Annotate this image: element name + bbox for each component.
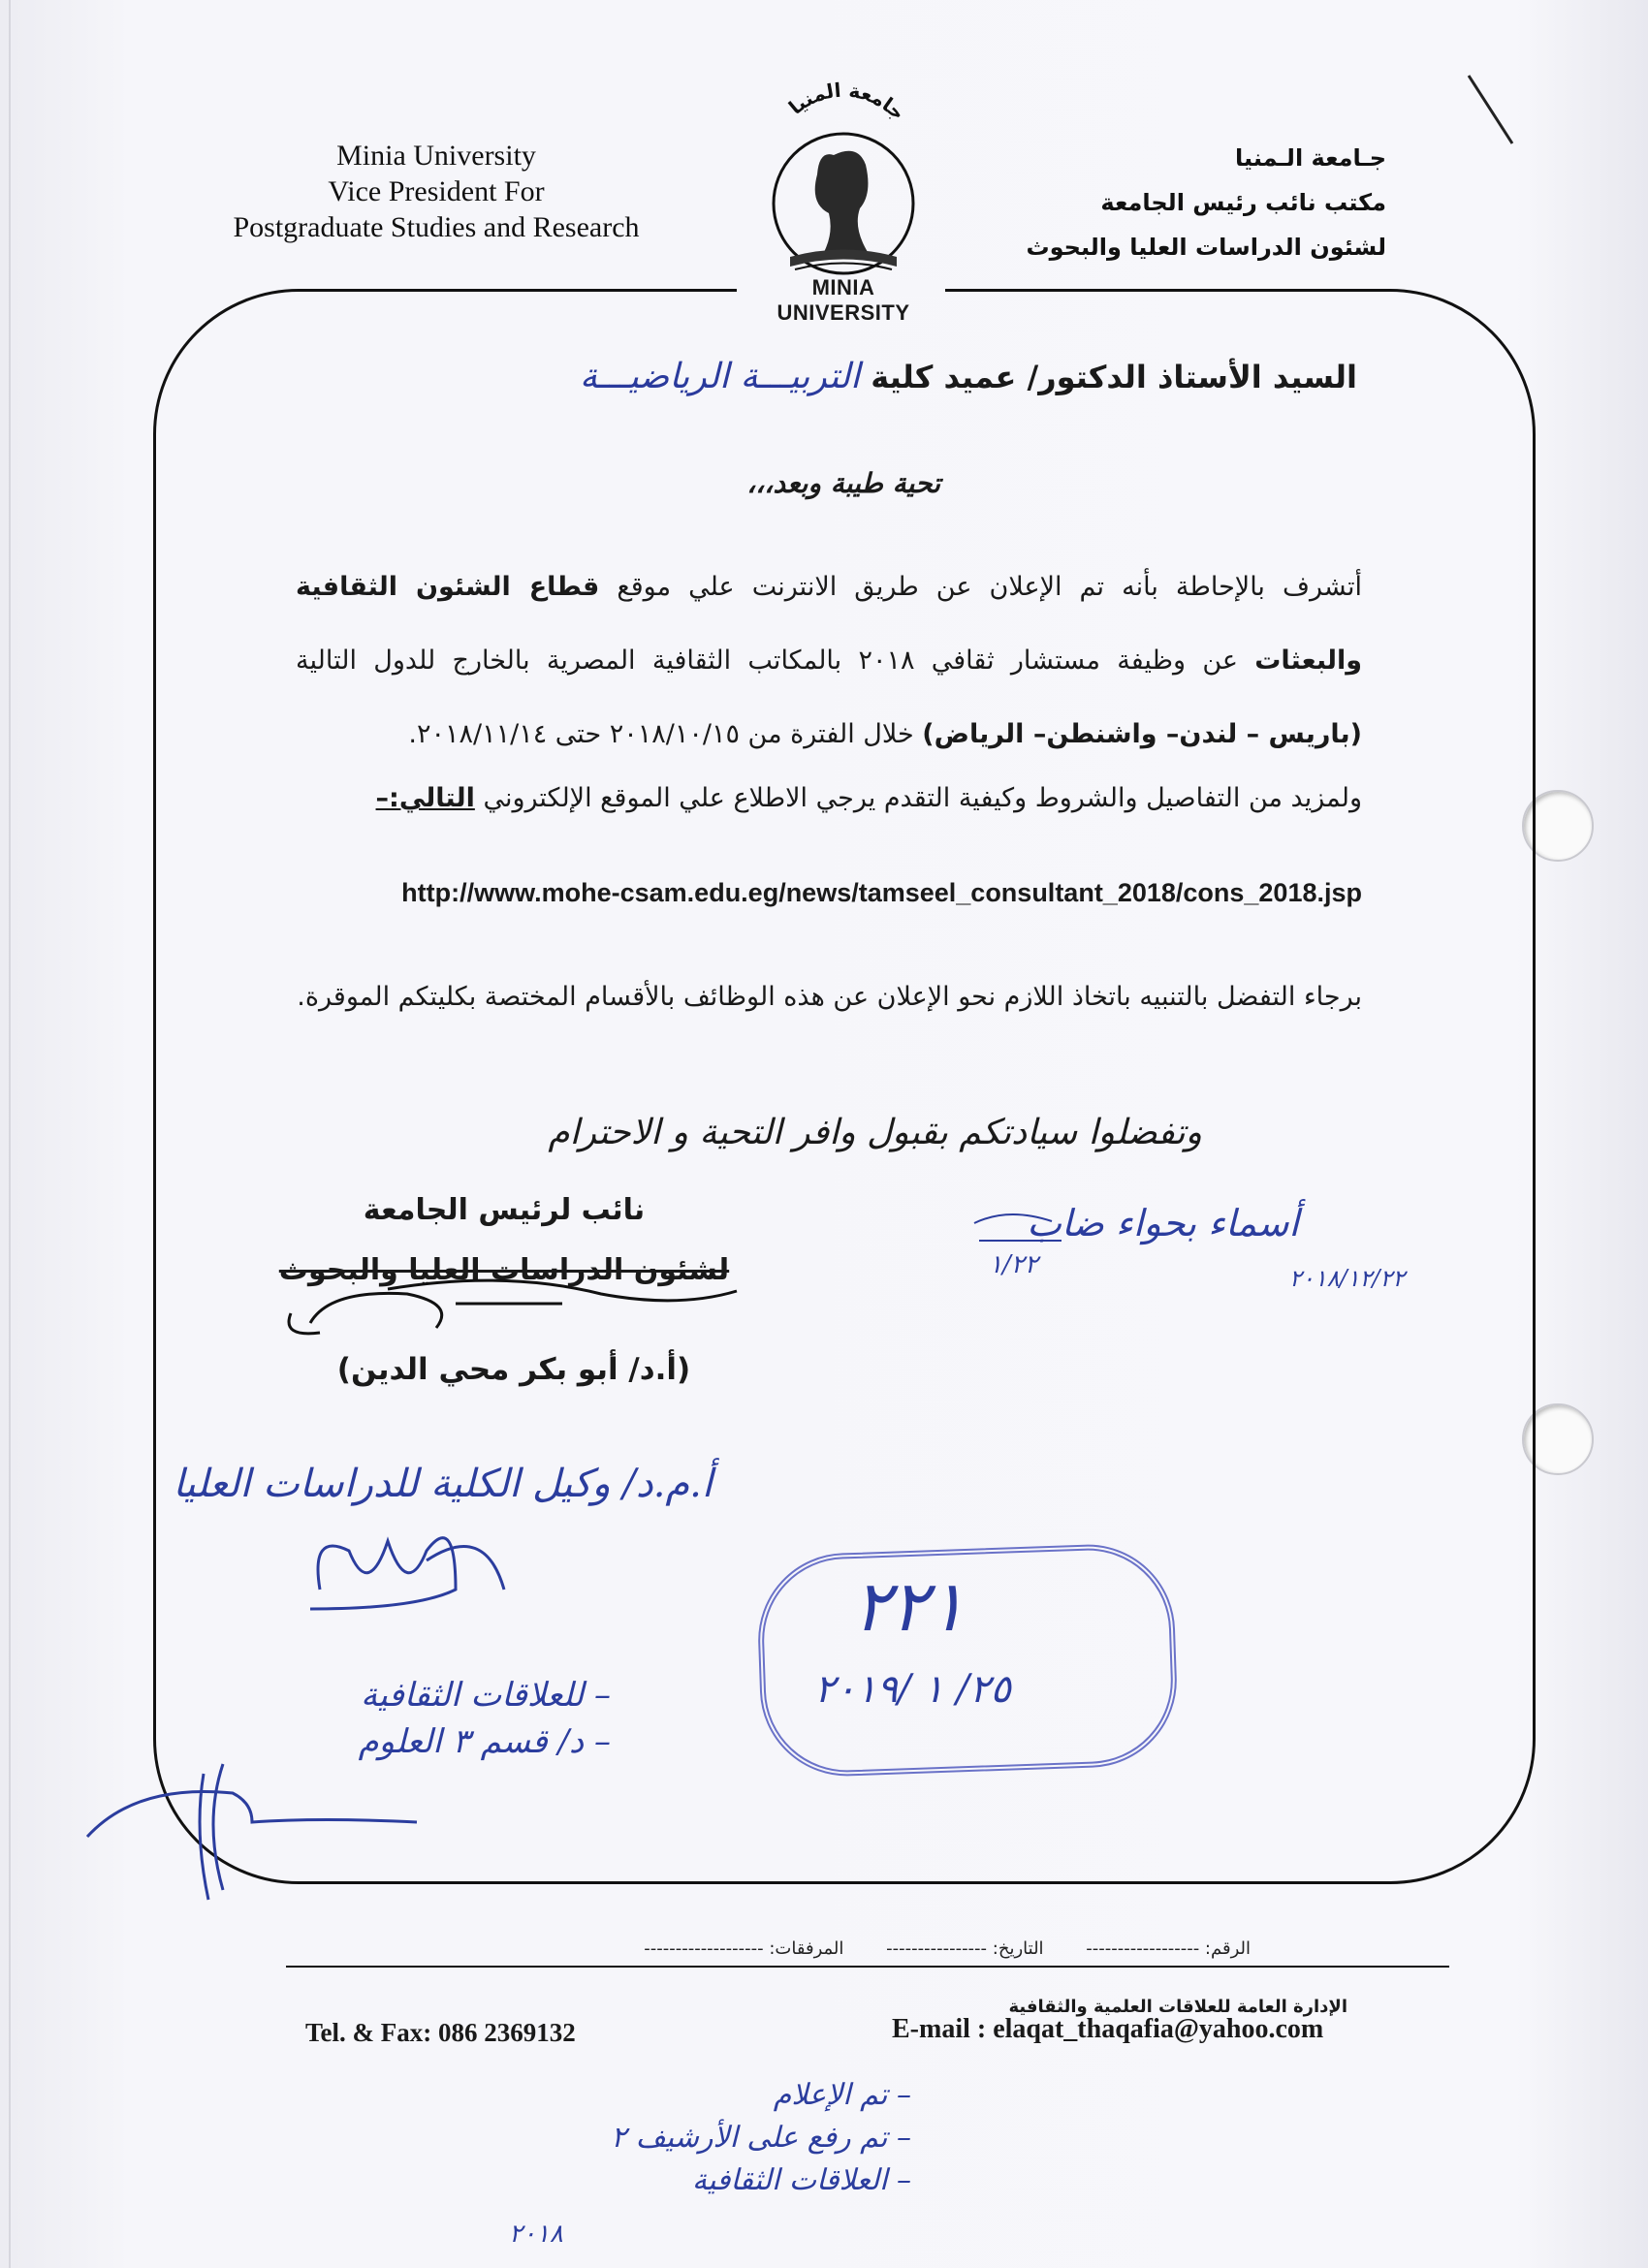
p1-part-b: قطاع الشئون الثقافية والبعثات: [296, 572, 1363, 676]
bottom-note-line1: – تم الإعلام: [773, 2078, 911, 2112]
header-en-line3: Postgraduate Studies and Research: [233, 211, 640, 243]
header-en-line1: Minia University: [336, 140, 536, 172]
p1-part-a: أتشرف بالإحاطة بأنه تم الإعلان عن طريق الانترنت علي موقع: [599, 572, 1362, 602]
footer-rule: [286, 1966, 1449, 1968]
signer-title-1: نائب لرئيس الجامعة: [363, 1193, 646, 1227]
handwritten-vice-dean-note: أ.م.د/ وكيل الكلية للدراسات العليا: [173, 1462, 713, 1506]
p2-part-b: التالي:–: [375, 783, 475, 813]
p1-part-c: عن وظيفة مستشار ثقافي ٢٠١٨ بالمكاتب الثقافية المصرية بالخارج للدول التالية: [296, 646, 1255, 676]
header-en-line2: Vice President For: [328, 175, 545, 207]
forward-note-line2: – د/ قسم ٣ العلوم: [358, 1722, 611, 1761]
greeting: تحية طيبة وبعد،،،: [746, 467, 940, 499]
footer-tel: Tel. & Fax: 086 2369132: [305, 2018, 576, 2047]
footer-department: الإدارة العامة للعلاقات العلمية والثقافية: [1008, 1997, 1347, 2017]
footer-ref: الرقم: ------------------: [1086, 1938, 1251, 1959]
header-ar-line2: مكتب نائب رئيس الجامعة: [1100, 189, 1386, 216]
signer-name: (أ.د/ أبو بكر محي الدين): [336, 1352, 691, 1387]
signer-title-2: لشئون الدراسات العليا والبحوث: [278, 1253, 730, 1287]
handwritten-note-right-date: ١/٢٢: [989, 1250, 1038, 1279]
logo-arc-text: جامعة المنيا: [783, 78, 910, 125]
footer-fields: [378, 1938, 1251, 1959]
logo-caption: MINIA UNIVERSITY: [776, 275, 910, 325]
bottom-note-line2: – تم رفع على الأرشيف ٢: [611, 2121, 911, 2155]
handwritten-note-right-code: ٢٠١٨/١٢/٢٢: [1289, 1265, 1406, 1292]
header-ar-line3: لشئون الدراسات العليا والبحوث: [1026, 234, 1386, 261]
p1-part-e: خلال الفترة من ٢٠١٨/١٠/١٥ حتى ٢٠١٨/١١/١٤.: [408, 719, 923, 749]
paragraph-3: برجاء التفضل بالتنبيه باتخاذ اللازم نحو الإعلان عن هذه الوظائف بالأقسام المختصة بكليتكم الموقرة.: [297, 982, 1362, 1012]
handwritten-forward-note: [223, 1672, 611, 1765]
p2-part-a: ولمزيد من التفاصيل والشروط وكيفية التقدم يرجي الاطلاع علي الموقع الإلكتروني: [474, 783, 1362, 813]
salutation-printed: السيد الأستاذ الدكتور/ عميد كلية: [871, 359, 1357, 395]
stamp-number: ٢٢١: [853, 1565, 967, 1647]
announcement-url[interactable]: http://www.mohe-csam.edu.eg/news/tamseel_consultant_2018/cons_2018.jsp: [401, 878, 1362, 907]
bottom-note-line3: – العلاقات الثقافية: [692, 2163, 911, 2197]
stamp-date: ٢٥/ ١ /٢٠١٩: [814, 1667, 1011, 1712]
handwritten-note-right: أسماء بحواء ضاب: [1027, 1202, 1299, 1244]
footer-date: التاريخ: ----------------: [886, 1938, 1044, 1959]
closing-line: وتفضلوا سيادتكم بقبول وافر التحية و الاحترام: [548, 1113, 1202, 1152]
header-ar-line1: جـامعة الـمنيا: [1235, 144, 1386, 172]
handwritten-bottom-number: ٢٠١٨: [509, 2220, 563, 2249]
p1-part-d: (باريس – لندن– واشنطن– الرياض): [922, 719, 1362, 749]
footer-email[interactable]: E-mail : elaqat_thaqafia@yahoo.com: [892, 2014, 1324, 2044]
handwritten-bottom-note: [504, 2074, 911, 2202]
forward-note-line1: – للعلاقات الثقافية: [361, 1676, 611, 1715]
salutation-handwritten: التربيـــة الرياضيـــة: [579, 357, 861, 396]
footer-attachments: المرفقات: -------------------: [644, 1938, 844, 1959]
